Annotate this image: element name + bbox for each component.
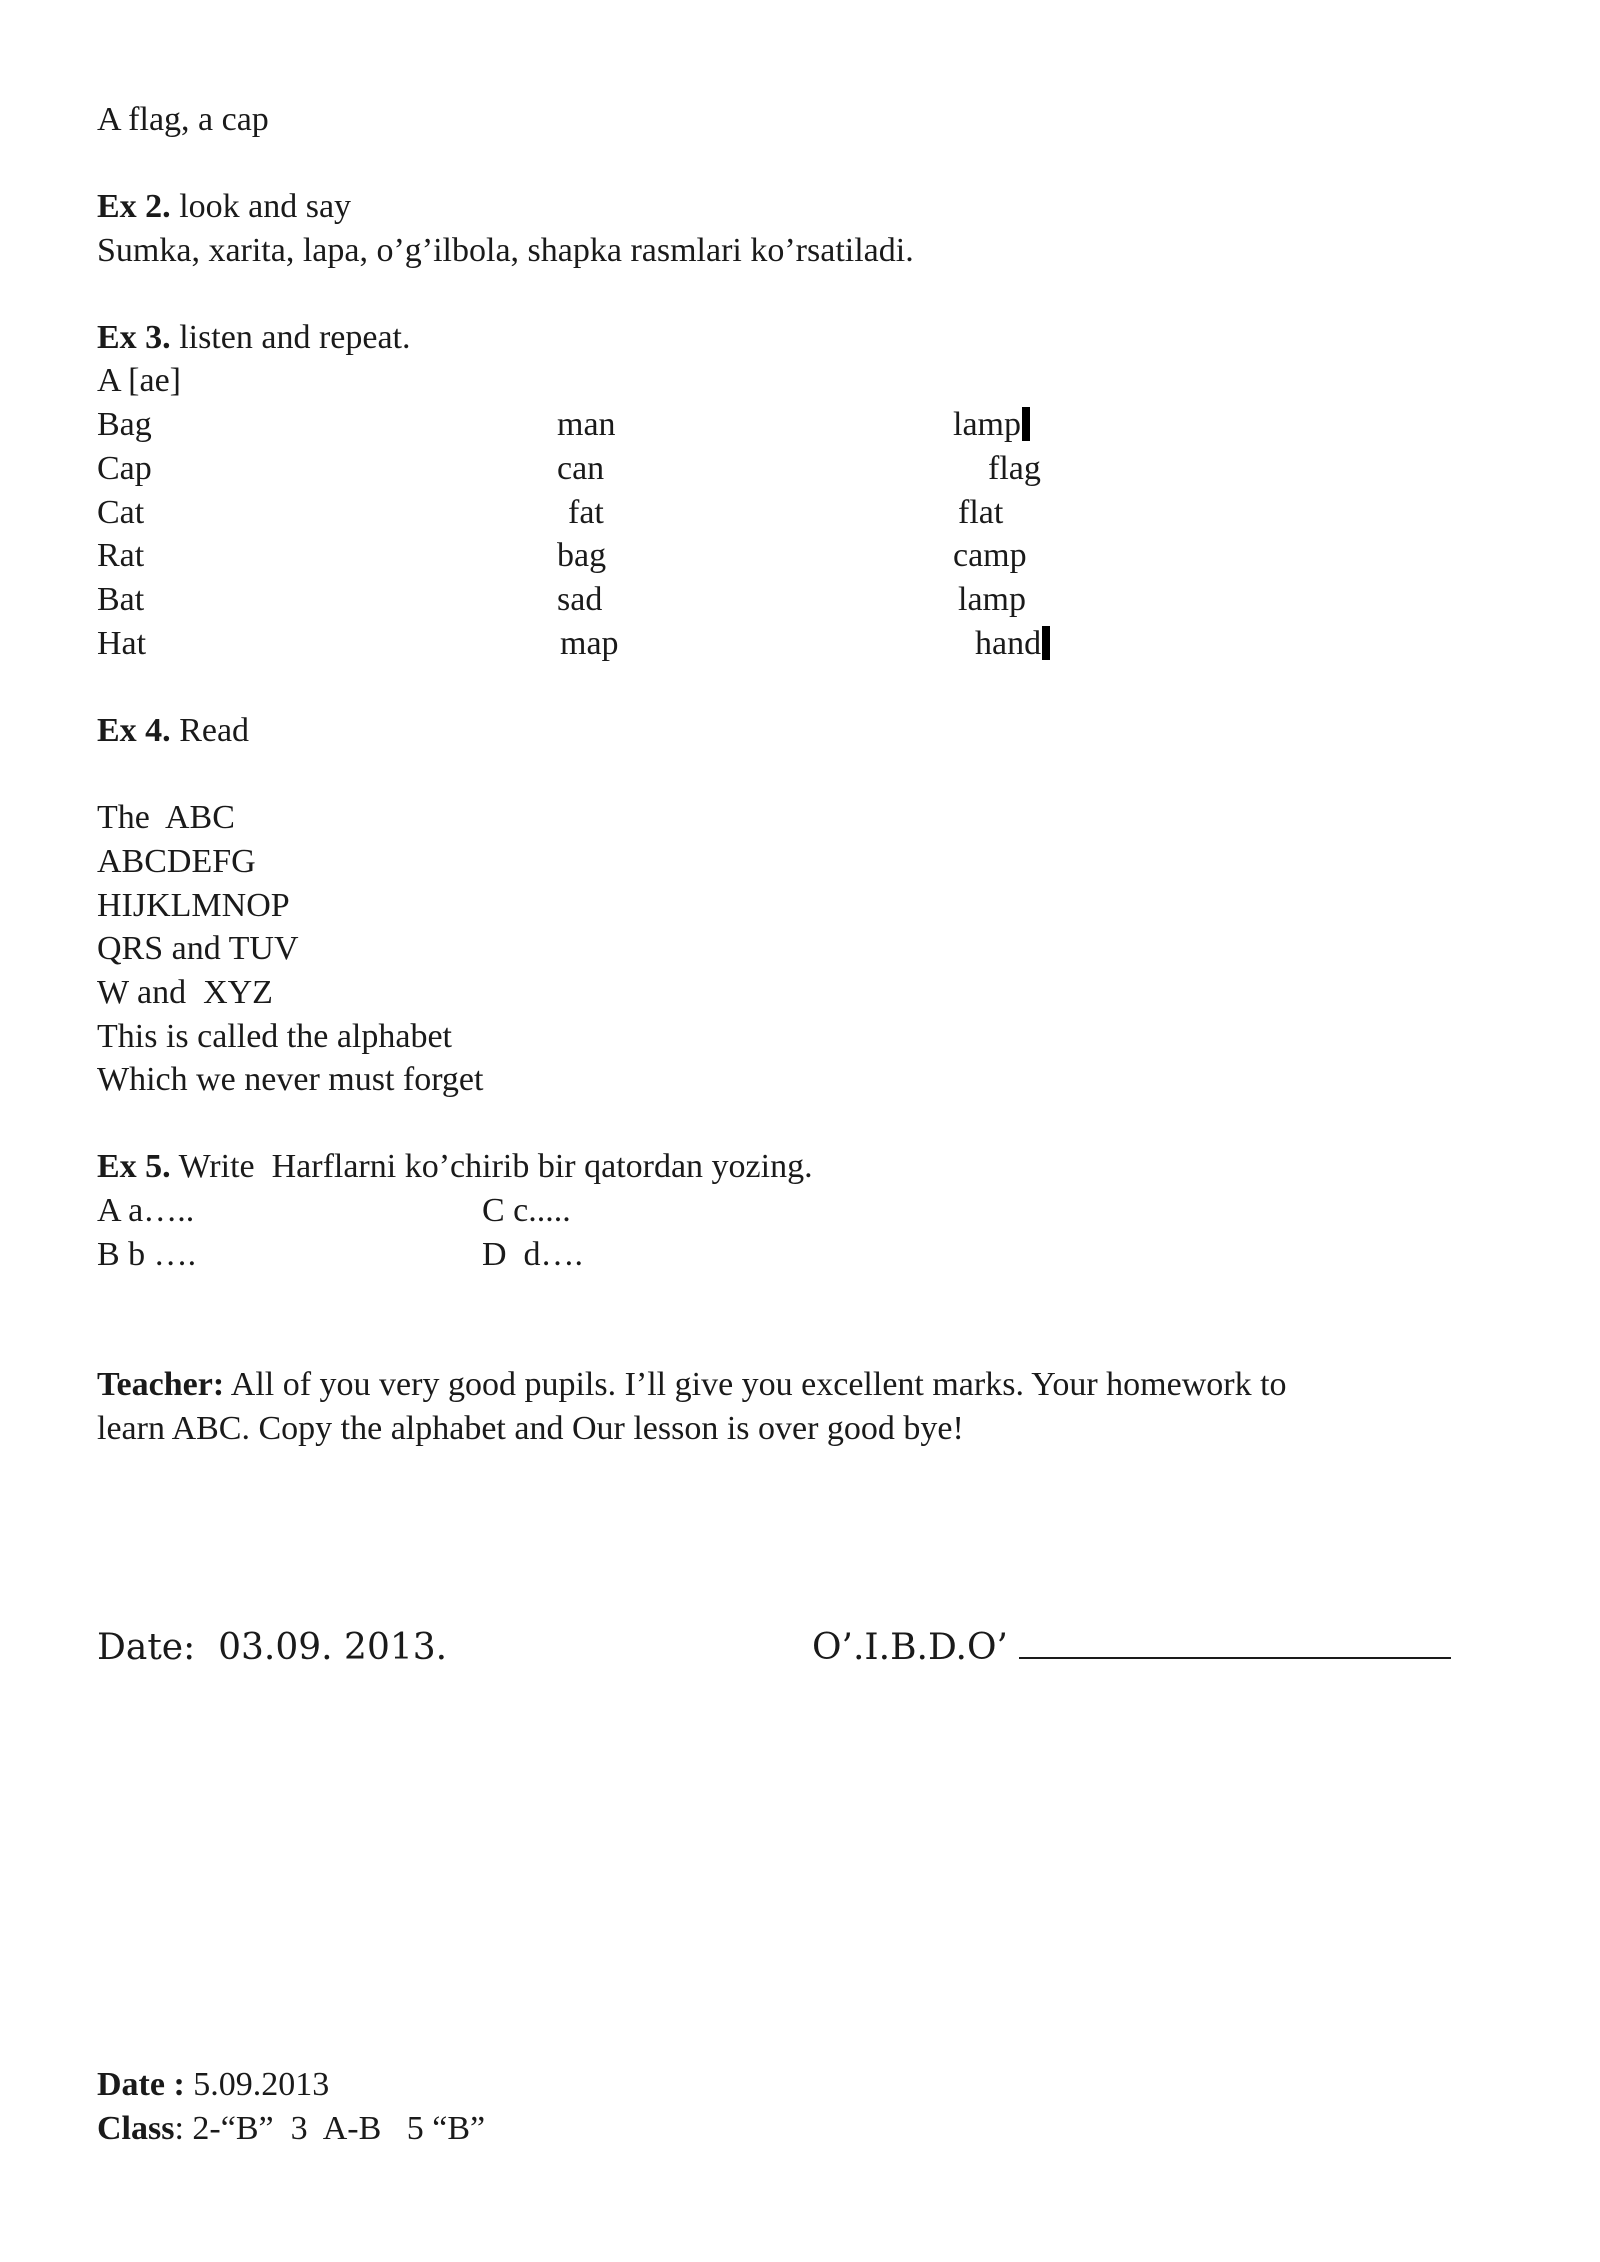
ex3-title: listen and repeat. <box>170 319 411 356</box>
word-cell: fat <box>568 494 604 531</box>
next-lesson-date <box>97 2063 329 2107</box>
signature-label: O’.I.B.D.O’ <box>812 1627 1008 1668</box>
intro-line: A flag, a cap <box>97 101 269 138</box>
poem-line: QRS and TUV <box>97 930 299 967</box>
word-cell: can <box>557 450 605 487</box>
signature-block <box>812 1626 1451 1670</box>
word-cell: hand <box>975 622 1050 666</box>
word-cell: Rat <box>97 537 145 574</box>
poem-line: HIJKLMNOP <box>97 887 290 924</box>
poem-line: This is called the alphabet <box>97 1018 452 1055</box>
letter-practice: C c..... <box>482 1192 571 1229</box>
date-value: 5.09.2013 <box>184 2066 330 2103</box>
word-cell: Hat <box>97 625 147 662</box>
poem-line: W and XYZ <box>97 974 273 1011</box>
teacher-remark <box>97 1363 1287 1407</box>
word-cell: man <box>557 406 616 443</box>
ex4-title: Read <box>170 712 250 749</box>
next-lesson-class <box>97 2107 485 2151</box>
ex3-heading <box>97 316 410 360</box>
teacher-text-line1: All of you very good pupils. I’ll give you excellent marks. Your homework to <box>224 1366 1287 1403</box>
poem-line: Which we never must forget <box>97 1061 484 1098</box>
ex3-label: Ex 3. <box>97 319 171 356</box>
text-cursor-mark <box>1022 407 1030 441</box>
word-cell: flag <box>988 450 1041 487</box>
poem-line: The ABC <box>97 799 235 836</box>
signature-line <box>1019 1627 1451 1659</box>
word-cell: Cat <box>97 494 145 531</box>
ex5-label: Ex 5. <box>97 1148 171 1185</box>
word-cell: flat <box>958 494 1004 531</box>
ex4-heading <box>97 709 249 753</box>
letter-practice: A a….. <box>97 1192 195 1229</box>
word-cell: lamp <box>953 403 1030 447</box>
ex4-label: Ex 4. <box>97 712 171 749</box>
ex2-label: Ex 2. <box>97 188 171 225</box>
ex2-text: Sumka, xarita, lapa, o’g’ilbola, shapka rasmlari ko’rsatiladi. <box>97 232 914 269</box>
text-cursor-mark <box>1042 626 1050 660</box>
word-cell: Bag <box>97 406 152 443</box>
word-cell: bag <box>557 537 607 574</box>
teacher-text-line2: learn ABC. Copy the alphabet and Our lesson is over good bye! <box>97 1410 964 1447</box>
ex2-heading <box>97 185 351 229</box>
word-cell: lamp <box>958 581 1026 618</box>
lesson-date: Date: 03.09. 2013. <box>97 1627 448 1668</box>
class-label: Class <box>97 2110 175 2147</box>
letter-practice: B b …. <box>97 1236 197 1273</box>
word-cell: sad <box>557 581 603 618</box>
class-value: : 2-“B” 3 A-B 5 “B” <box>174 2110 486 2147</box>
word-cell: Bat <box>97 581 145 618</box>
ex2-title: look and say <box>170 188 352 225</box>
word-cell: Cap <box>97 450 152 487</box>
ex5-heading <box>97 1145 813 1189</box>
date-label: Date : <box>97 2066 185 2103</box>
word-cell: map <box>560 625 619 662</box>
word-cell: camp <box>953 537 1027 574</box>
teacher-label: Teacher: <box>97 1366 225 1403</box>
letter-practice: D d…. <box>482 1236 584 1273</box>
ex3-sound: A [ae] <box>97 362 182 399</box>
poem-line: ABCDEFG <box>97 843 256 880</box>
ex5-title: Write Harflarni ko’chirib bir qatordan yozing. <box>170 1148 813 1185</box>
